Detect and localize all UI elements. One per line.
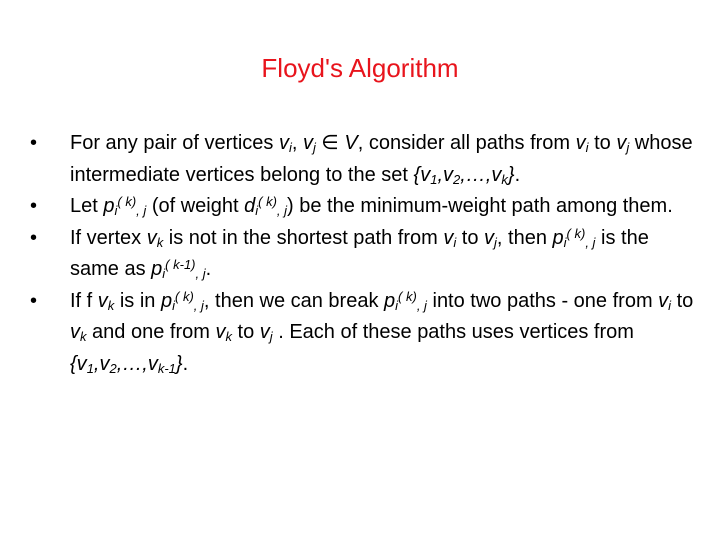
text-run: ,v [437, 163, 454, 186]
text-run: {v [70, 352, 87, 375]
text-run: {v [413, 163, 431, 186]
bullet-text [70, 227, 649, 281]
text-run: to [456, 226, 485, 249]
text-run: V [344, 132, 358, 154]
text-run: p [384, 289, 396, 312]
text-run: v [575, 132, 586, 154]
bullet-text [70, 132, 693, 186]
subscript: 2 [453, 171, 461, 187]
text-run: . [205, 258, 212, 280]
subscript: 1 [430, 171, 438, 187]
subscript: k [107, 297, 115, 313]
text-run: } [175, 352, 183, 375]
bullet-item [30, 223, 700, 286]
text-run: is the same as [70, 226, 649, 280]
bullet-text [70, 195, 673, 217]
bullet-item [30, 128, 700, 191]
text-run: v [302, 132, 313, 154]
subscript: i [255, 203, 259, 218]
subscript: k [80, 329, 87, 344]
text-run: v [616, 132, 627, 154]
text-run: ∈ [315, 132, 345, 154]
text-run: . Each of these paths uses vertices from [272, 321, 634, 343]
bullet-item [30, 286, 700, 381]
text-run: is not in the shortest path from [163, 226, 444, 249]
bullet-dot-icon: • [30, 132, 38, 154]
subscript: j [269, 329, 273, 344]
subscript: k [501, 171, 508, 187]
text-run: ,…,v [116, 352, 158, 375]
bullet-list [30, 128, 700, 380]
subscript: i [395, 297, 399, 313]
bullet-dot-icon: • [30, 195, 38, 217]
subscript: , j [193, 297, 204, 313]
subscript: i [453, 234, 457, 250]
subscript: , j [276, 203, 288, 218]
text-run: v [658, 289, 669, 312]
superscript: ( k-1) [165, 257, 196, 272]
subscript: k-1 [157, 360, 176, 376]
slide-title: Floyd's Algorithm [261, 53, 459, 83]
text-run: to [671, 289, 694, 312]
text-run: v [146, 226, 157, 249]
text-run: If vertex [70, 226, 147, 249]
text-run: , then [496, 226, 553, 249]
text-run: For any pair of vertices [70, 132, 279, 154]
text-run: to [231, 321, 260, 343]
text-run: v [70, 321, 80, 343]
text-run: p [552, 226, 564, 249]
subscript: , j [585, 234, 596, 250]
subscript: , j [136, 203, 147, 218]
text-run: Let [70, 195, 104, 217]
text-run: v [215, 321, 226, 343]
subscript: 1 [86, 360, 94, 376]
text-run: . [514, 163, 521, 186]
bullet-dot-icon: • [30, 289, 38, 312]
subscript: i [563, 234, 567, 250]
bullet-dot-icon: • [30, 226, 38, 249]
subscript: i [288, 140, 292, 155]
text-run: v [443, 226, 454, 249]
text-run: v [259, 321, 270, 343]
subscript: j [626, 140, 630, 155]
subscript: k [156, 234, 164, 250]
text-run: . [182, 352, 189, 375]
text-run: } [507, 163, 515, 186]
text-run: p [103, 195, 115, 217]
subscript: , j [195, 266, 206, 281]
text-run: into two paths - one from [426, 289, 659, 312]
text-run: whose intermediate vertices belong to the set [70, 132, 693, 186]
superscript: ( k) [398, 288, 417, 304]
subscript: 2 [109, 360, 117, 376]
text-run: ,…,v [460, 163, 502, 186]
text-run: and one from [86, 321, 216, 343]
subscript: j [312, 140, 316, 155]
subscript: i [162, 266, 166, 281]
subscript: , j [416, 297, 427, 313]
text-run: , consider all paths from [357, 132, 576, 154]
text-run: d [244, 195, 256, 217]
text-run: , then we can break [203, 289, 385, 312]
text-run: to [588, 132, 617, 154]
superscript: ( k) [175, 288, 194, 304]
text-run: v [484, 226, 495, 249]
text-run: ) be the minimum-weight path among them. [287, 195, 673, 217]
text-run: is in [114, 289, 161, 312]
subscript: i [668, 297, 672, 313]
text-run: ,v [93, 352, 110, 375]
bullet-text [70, 290, 693, 375]
superscript: ( k) [566, 225, 586, 241]
text-run: v [97, 289, 108, 312]
text-run: p [160, 289, 173, 312]
subscript: i [585, 140, 589, 155]
text-run: , [291, 132, 303, 154]
text-run: v [278, 132, 289, 154]
bullet-item [30, 191, 700, 223]
subscript: i [172, 297, 175, 313]
subscript: j [494, 234, 497, 250]
superscript: ( k) [258, 194, 277, 209]
subscript: k [225, 329, 232, 344]
superscript: ( k) [117, 194, 137, 209]
subscript: i [114, 203, 118, 218]
text-run: (of weight [146, 195, 245, 217]
text-run: p [151, 258, 163, 280]
text-run: If f [70, 289, 98, 312]
